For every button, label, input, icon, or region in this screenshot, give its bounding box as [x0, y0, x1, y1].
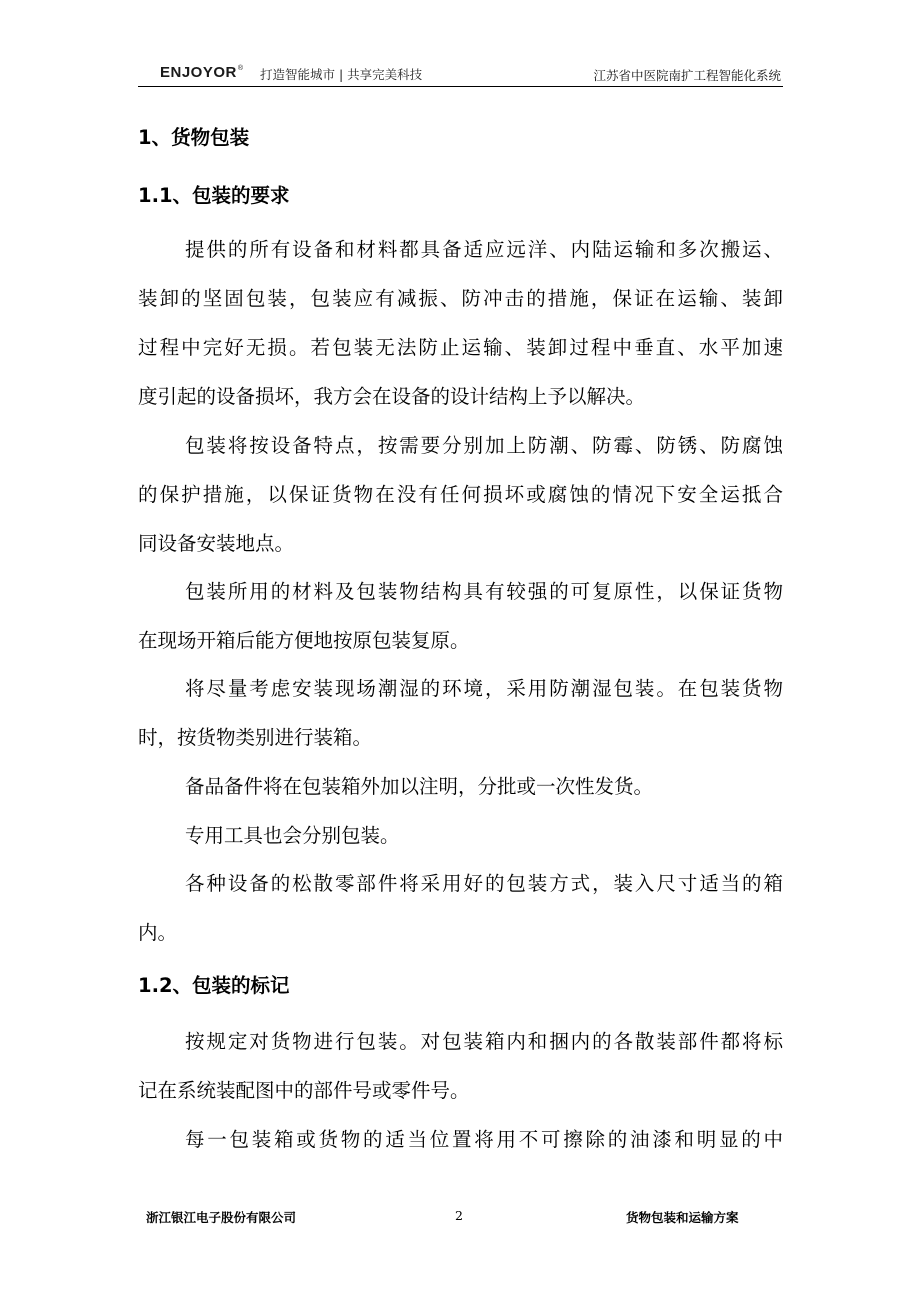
- header-project-title: 江苏省中医院南扩工程智能化系统: [593, 68, 781, 83]
- paragraph-line: 每一包装箱或货物的适当位置将用不可擦除的油漆和明显的中: [185, 1128, 783, 1151]
- paragraph-line: 专用工具也会分别包装。: [185, 824, 400, 847]
- paragraph-line: 同设备安装地点。: [138, 532, 295, 555]
- paragraph-line: 将尽量考虑安装现场潮湿的环境，采用防潮湿包装。在包装货物: [185, 677, 783, 700]
- paragraph-line: 包装所用的材料及包装物结构具有较强的可复原性，以保证货物: [185, 580, 783, 603]
- heading-packaging-marking: 1.2、包装的标记: [138, 974, 290, 997]
- company-logo: ENJOYOR®: [160, 64, 244, 81]
- paragraph-line: 提供的所有设备和材料都具备适应远洋、内陆运输和多次搬运、: [185, 238, 783, 261]
- paragraph-line: 记在系统装配图中的部件号或零件号。: [138, 1079, 470, 1102]
- paragraph-line: 时，按货物类别进行装箱。: [138, 726, 373, 749]
- paragraph-line: 过程中完好无损。若包装无法防止运输、装卸过程中垂直、水平加速: [138, 336, 783, 359]
- paragraph-line: 在现场开箱后能方便地按原包装复原。: [138, 629, 470, 652]
- paragraph-line: 包装将按设备特点，按需要分别加上防潮、防霉、防锈、防腐蚀: [185, 434, 783, 457]
- paragraph-line: 各种设备的松散零部件将采用好的包装方式，装入尺寸适当的箱: [185, 872, 783, 895]
- heading-goods-packaging: 1、货物包装: [138, 126, 250, 149]
- paragraph-line: 的保护措施，以保证货物在没有任何损坏或腐蚀的情况下安全运抵合: [138, 483, 783, 506]
- header-slogan: 打造智能城市 | 共享完美科技: [260, 67, 423, 82]
- page-header: [138, 60, 783, 87]
- paragraph-line: 装卸的坚固包装，包装应有减振、防冲击的措施，保证在运输、装卸: [138, 287, 783, 310]
- footer-page-number: 2: [455, 1208, 463, 1223]
- footer-company: 浙江银江电子股份有限公司: [146, 1210, 297, 1225]
- footer-doc-title: 货物包装和运输方案: [626, 1210, 739, 1225]
- paragraph-line: 按规定对货物进行包装。对包装箱内和捆内的各散装部件都将标: [185, 1030, 783, 1053]
- paragraph-line: 度引起的设备损坏，我方会在设备的设计结构上予以解决。: [138, 385, 646, 408]
- heading-packaging-requirements: 1.1、包装的要求: [138, 184, 290, 207]
- paragraph-line: 备品备件将在包装箱外加以注明，分批或一次性发货。: [185, 775, 654, 798]
- paragraph-line: 内。: [138, 921, 178, 944]
